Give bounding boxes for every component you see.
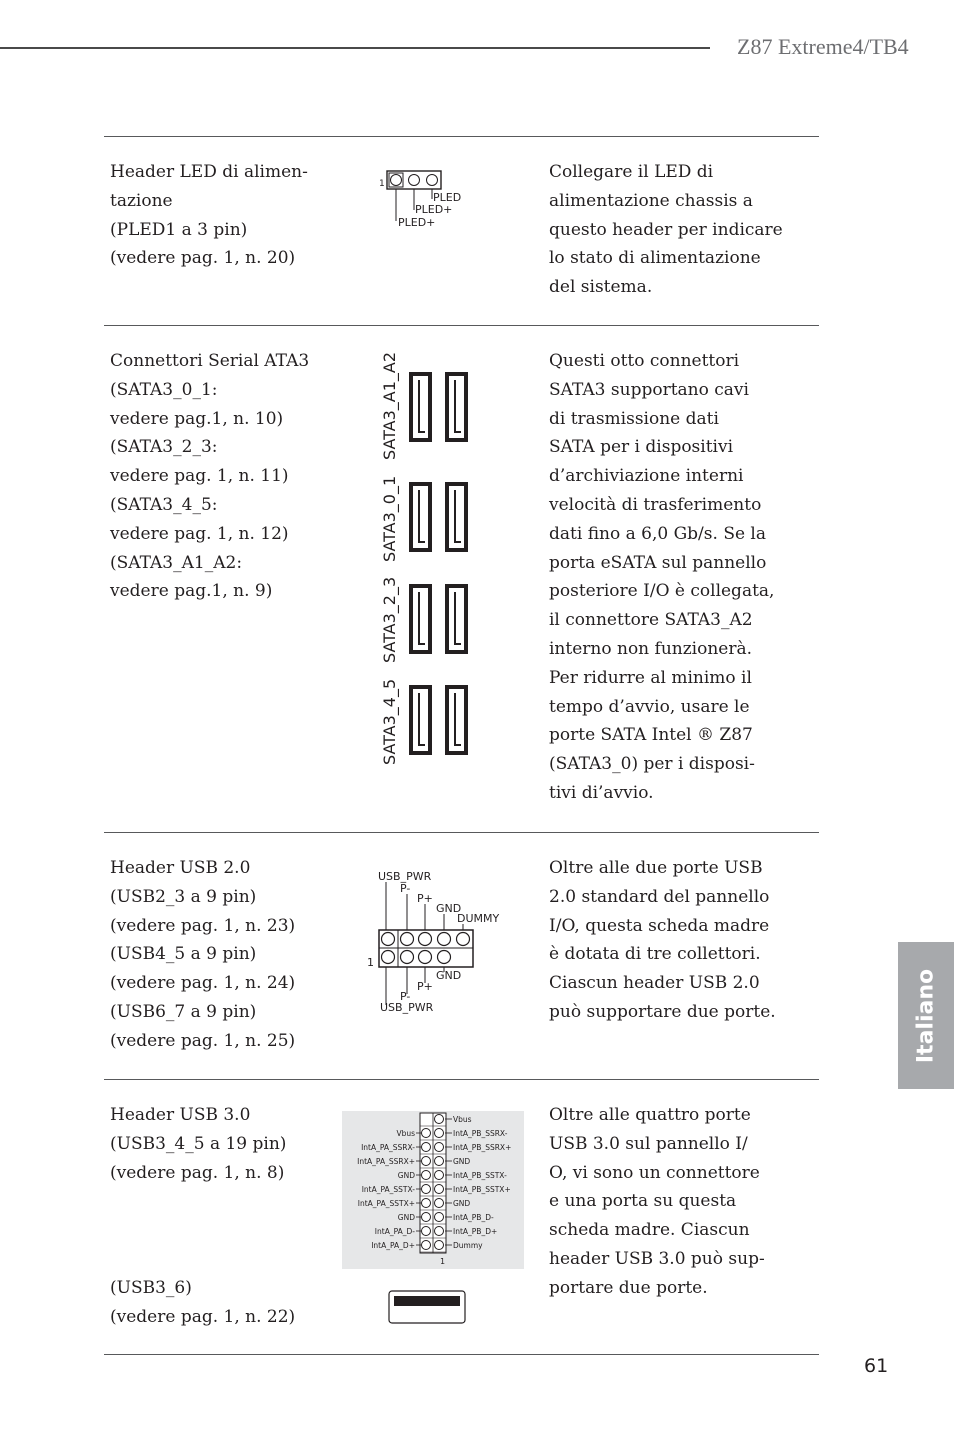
text-line: Header USB 2.0 — [110, 858, 251, 878]
pin-label: GND — [397, 1171, 415, 1180]
usb2-header-name — [110, 854, 330, 1056]
sata-port-key — [455, 380, 461, 432]
text-line: (vedere pag. 1, n. 22) — [110, 1306, 296, 1327]
text-line: vedere pag.1, n. 10) — [110, 408, 284, 429]
text-line: (USB3_4_5 a 19 pin) — [110, 1133, 287, 1154]
section-divider — [104, 832, 819, 833]
pin1-label: 1 — [379, 179, 385, 189]
pin-label: Vbus — [453, 1115, 472, 1124]
text-line: dati fino a 6,0 Gb/s. Se la — [549, 523, 766, 544]
pled-header-diagram — [375, 166, 475, 230]
text-line: del sistema. — [549, 277, 653, 298]
text-line: O, vi sono un connettore — [549, 1162, 760, 1183]
text-line: SATA per i dispositivi — [549, 437, 734, 458]
text-line: Header USB 3.0 — [110, 1105, 251, 1125]
usb-port-outline — [389, 1291, 465, 1323]
text-line: Oltre alle quattro porte — [549, 1105, 751, 1125]
text-line: vedere pag.1, n. 9) — [110, 581, 273, 602]
text-line: questo header per indicare — [549, 219, 783, 240]
pin-label: USB_PWR — [380, 1001, 434, 1014]
pin — [401, 933, 414, 946]
sata-port-key — [419, 380, 425, 432]
text-line: (vedere pag. 1, n. 8) — [110, 1162, 285, 1183]
pin1-label: 1 — [367, 956, 374, 969]
sata-group-label: SATA3_A1_A2 — [380, 352, 399, 460]
pin — [391, 175, 402, 186]
text-line: e una porta su questa — [549, 1191, 737, 1212]
text-line: (SATA3_A1_A2: — [110, 552, 243, 573]
text-line: 2.0 standard del pannello — [549, 886, 770, 907]
sata-group-label: SATA3_2_3 — [380, 576, 399, 663]
text-line: Ciascun header USB 2.0 — [549, 973, 760, 994]
text-line: (USB2_3 a 9 pin) — [110, 886, 257, 907]
pin-label: IntA_PB_SSTX+ — [453, 1185, 511, 1194]
text-line: I/O, questa scheda madre — [549, 915, 770, 936]
sata3-connectors-diagram — [372, 352, 482, 772]
text-line: Questi otto connettori — [549, 351, 740, 371]
pin-label: IntA_PB_SSTX- — [453, 1171, 507, 1180]
usb3-port-diagram — [388, 1290, 468, 1326]
text-line: vedere pag. 1, n. 12) — [110, 523, 289, 544]
pin-label: GND — [397, 1213, 415, 1222]
usb3-header-name — [110, 1101, 330, 1187]
text-line: (vedere pag. 1, n. 23) — [110, 915, 296, 936]
text-line: di trasmissione dati — [549, 408, 719, 429]
pin-label: Vbus — [396, 1129, 415, 1138]
pin-label: GND — [453, 1157, 471, 1166]
sata-group-label: SATA3_4_5 — [380, 678, 399, 765]
text-line: alimentazione chassis a — [549, 190, 753, 211]
language-side-tab-label: Italiano — [913, 968, 939, 1063]
pin — [401, 951, 414, 964]
text-line: posteriore I/O è collegata, — [549, 581, 775, 602]
pin — [457, 933, 470, 946]
pin-label: IntA_PA_SSTX- — [361, 1185, 415, 1194]
text-line: (SATA3_0_1: — [110, 379, 218, 400]
pin-label: IntA_PA_D- — [374, 1227, 415, 1236]
sata-port-key — [455, 592, 461, 644]
pin — [419, 951, 432, 964]
text-line: (SATA3_0) per i disposi- — [549, 754, 755, 775]
text-line: vedere pag. 1, n. 11) — [110, 466, 289, 487]
usb2-header-diagram — [362, 866, 512, 1016]
pin-label: IntA_PA_SSRX+ — [357, 1157, 415, 1166]
sata-port-key — [419, 490, 425, 542]
pin-label: P+ — [417, 892, 433, 905]
pin — [427, 175, 438, 186]
pled-header-description — [549, 158, 783, 302]
usb3-header-diagram — [342, 1111, 524, 1269]
sata3-connectors-name — [110, 347, 330, 606]
pin-label: GND — [453, 1199, 471, 1208]
pin1-square — [389, 173, 403, 187]
pin-header-outline — [387, 171, 441, 189]
text-line: tazione — [110, 190, 173, 211]
sata-port-key — [455, 693, 461, 745]
pin1-label: 1 — [440, 1257, 446, 1266]
pin-label: IntA_PB_SSRX+ — [453, 1143, 512, 1152]
text-line: Per ridurre al minimo il — [549, 667, 752, 688]
text-line: portare due porte. — [549, 1277, 708, 1298]
sata3-connectors-description — [549, 347, 775, 808]
pin-label: PLED+ — [415, 203, 453, 216]
sata-port-key — [419, 693, 425, 745]
header-rule — [0, 47, 710, 49]
text-line: Collegare il LED di — [549, 162, 714, 182]
text-line: (SATA3_2_3: — [110, 437, 218, 458]
text-line: header USB 3.0 può sup- — [549, 1248, 765, 1269]
text-line: scheda madre. Ciascun — [549, 1220, 750, 1241]
pin-label: DUMMY — [457, 912, 500, 925]
pin — [382, 933, 395, 946]
pin-label: IntA_PB_SSRX- — [453, 1129, 508, 1138]
section-divider — [104, 136, 819, 137]
section-divider — [104, 1079, 819, 1080]
usb3-port-name — [110, 1274, 330, 1332]
text-line: (USB4_5 a 9 pin) — [110, 944, 257, 965]
text-line: d’archiviazione interni — [549, 466, 744, 487]
text-line: (SATA3_4_5: — [110, 494, 218, 515]
text-line: tempo d’avvio, usare le — [549, 696, 750, 717]
text-line: porte SATA Intel ® Z87 — [549, 725, 753, 746]
pled-header-name — [110, 158, 330, 273]
pin-label: IntA_PA_D+ — [371, 1241, 415, 1250]
text-line: il connettore SATA3_A2 — [549, 610, 753, 631]
pin — [438, 933, 451, 946]
text-line: (vedere pag. 1, n. 24) — [110, 973, 296, 994]
text-line: SATA3 supportano cavi — [549, 379, 749, 400]
pin — [409, 175, 420, 186]
text-line: (PLED1 a 3 pin) — [110, 219, 248, 240]
pin — [438, 951, 451, 964]
text-line: interno non funzionerà. — [549, 638, 753, 659]
text-line: velocità di trasferimento — [549, 494, 762, 515]
sata-port-key — [419, 592, 425, 644]
text-line: (USB3_6) — [110, 1278, 192, 1298]
text-line: può supportare due porte. — [549, 1001, 776, 1022]
text-line: Oltre alle due porte USB — [549, 858, 763, 878]
sata-port-key — [455, 490, 461, 542]
text-line: porta eSATA sul pannello — [549, 552, 767, 573]
pin-label: IntA_PA_SSRX- — [361, 1143, 415, 1152]
model-title: Z87 Extreme4/TB4 — [737, 34, 909, 59]
section-divider — [104, 1354, 819, 1355]
usb3-header-description — [549, 1101, 769, 1303]
text-line: lo stato di alimentazione — [549, 248, 761, 269]
pin-label: Dummy — [453, 1241, 483, 1250]
text-line: è dotata di tre collettori. — [549, 944, 761, 965]
text-line: USB 3.0 sul pannello I/ — [549, 1133, 748, 1154]
text-line: Header LED di alimen- — [110, 162, 308, 182]
pin — [382, 951, 395, 964]
text-line: (vedere pag. 1, n. 20) — [110, 248, 296, 269]
section-divider — [104, 325, 819, 326]
pin-label: IntA_PA_SSTX+ — [357, 1199, 415, 1208]
page-number: 61 — [864, 1355, 889, 1377]
pin-label: P- — [400, 990, 411, 1003]
pin — [419, 933, 432, 946]
sata-group-label: SATA3_0_1 — [380, 475, 399, 562]
text-line: tivi di’avvio. — [549, 782, 654, 803]
usb2-header-description — [549, 854, 776, 1027]
text-line: Connettori Serial ATA3 — [110, 351, 310, 371]
text-line: (USB6_7 a 9 pin) — [110, 1001, 257, 1022]
usb-port-tongue — [394, 1296, 460, 1306]
pin-label: PLED+ — [398, 216, 436, 229]
pin-label: USB_PWR — [378, 870, 432, 883]
language-side-tab — [898, 942, 954, 1089]
pin-label: IntA_PB_D+ — [453, 1227, 498, 1236]
pin-label: P- — [400, 882, 411, 895]
pin-label: GND — [436, 902, 462, 915]
pin-label: IntA_PB_D- — [453, 1213, 494, 1222]
text-line: (vedere pag. 1, n. 25) — [110, 1030, 296, 1051]
pin-label: P+ — [417, 980, 433, 993]
pin-label: PLED — [433, 191, 462, 204]
pin-label: GND — [436, 969, 462, 982]
